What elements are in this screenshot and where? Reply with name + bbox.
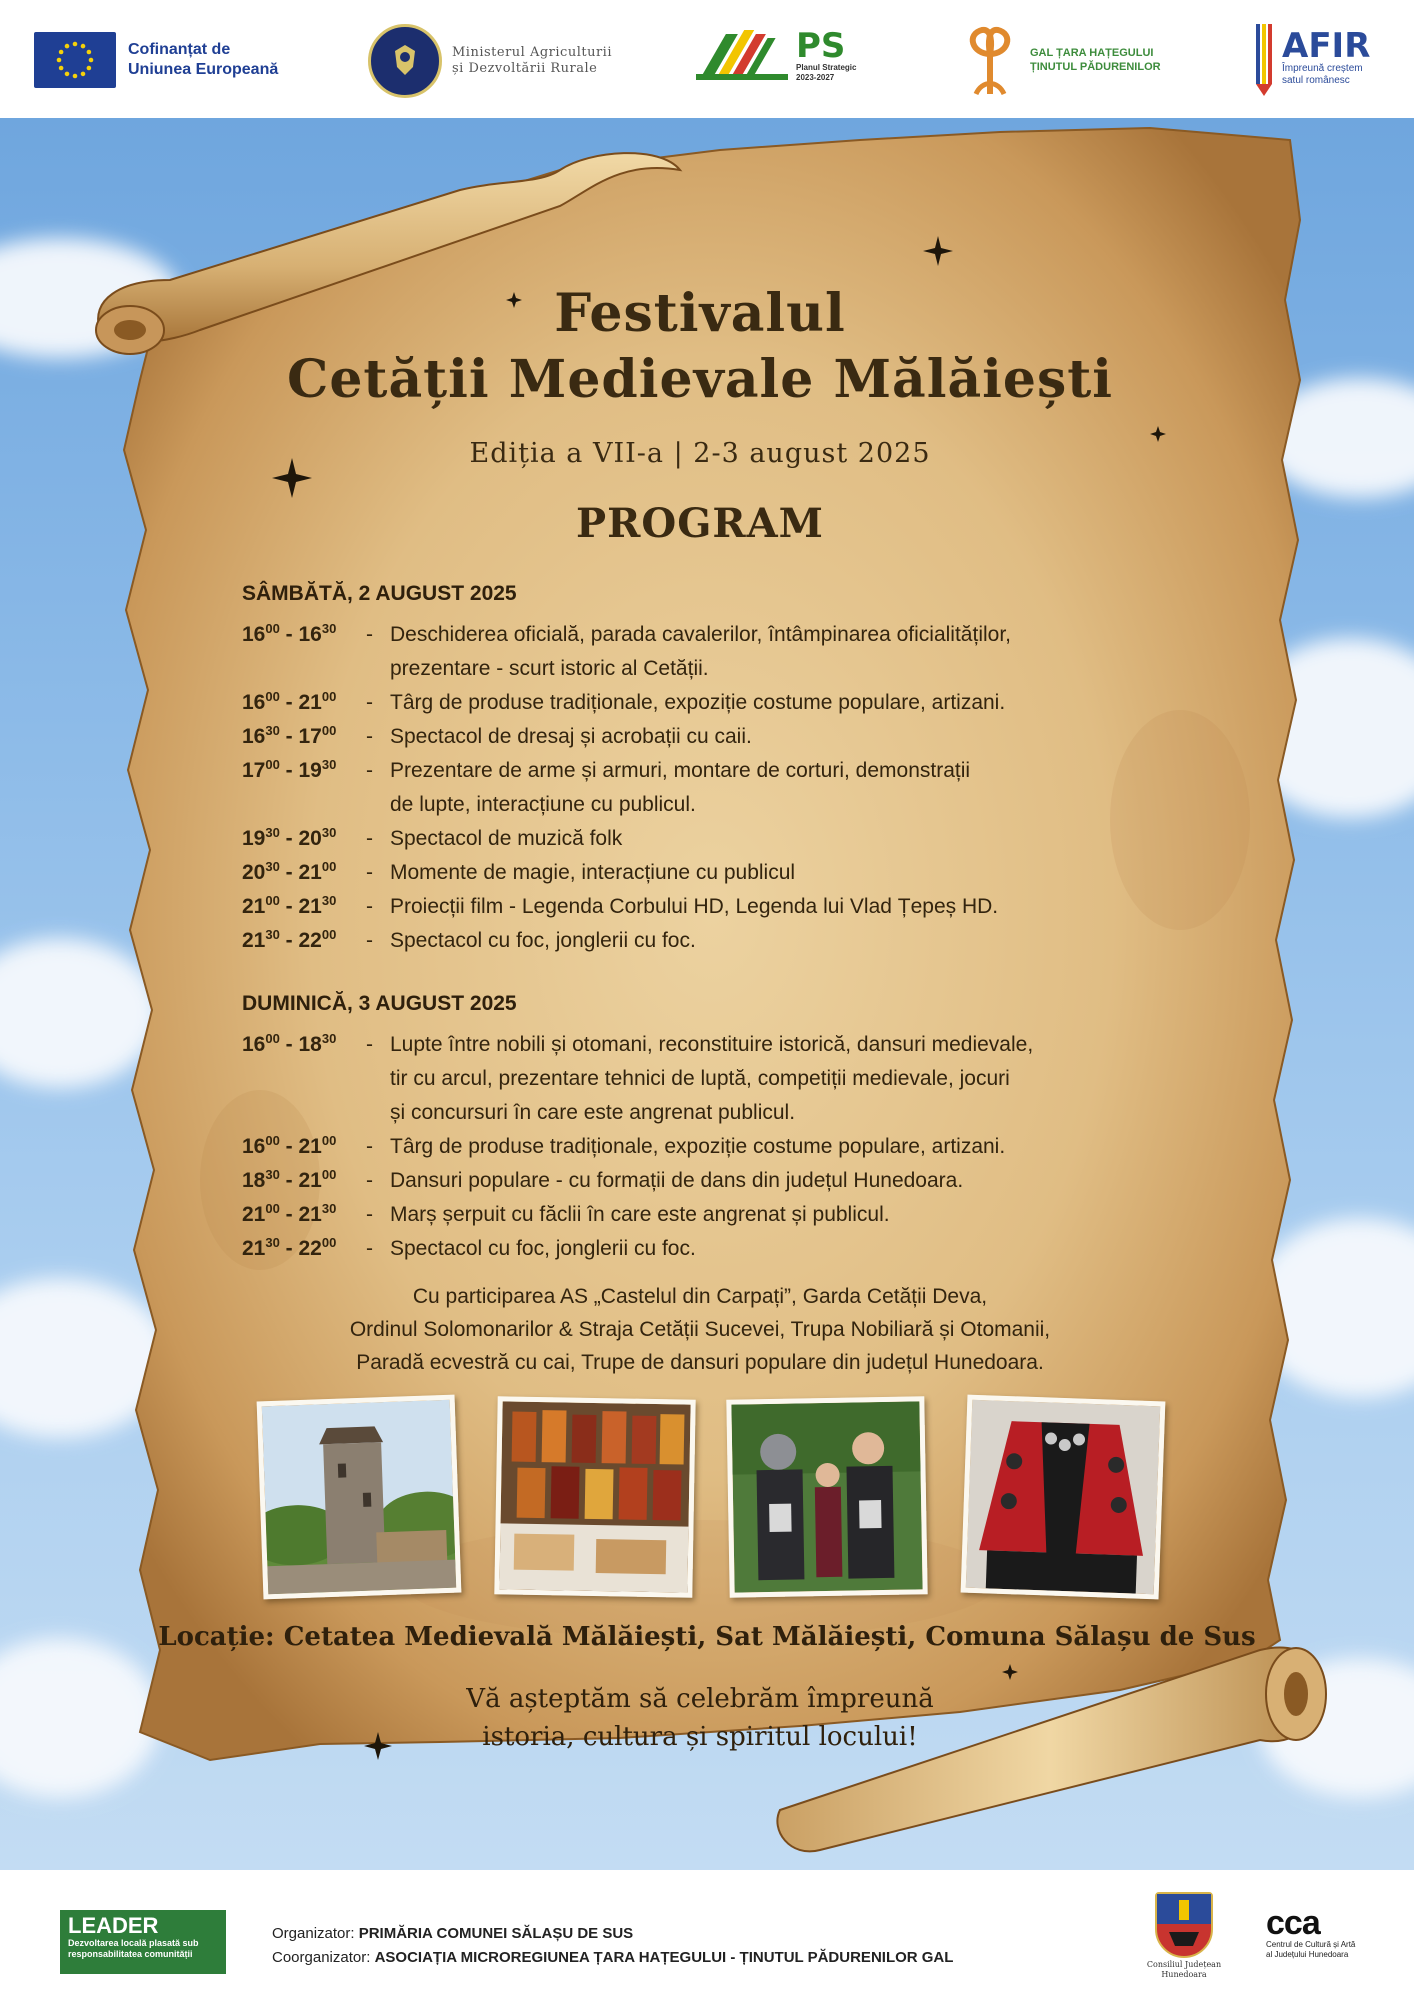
schedule-item — [242, 618, 1222, 686]
castle-tower-photo — [257, 1395, 462, 1600]
separator-dash: - — [366, 895, 373, 918]
time-range: $20^{30} - 21^{00}$ — [242, 859, 337, 884]
schedule-item — [242, 924, 1222, 958]
time-range: $21^{30} - 22^{00}$ — [242, 927, 337, 952]
time-range: $16^{00} - 18^{30}$ — [242, 1031, 337, 1056]
schedule-item — [242, 754, 1222, 822]
program-heading: PROGRAM — [576, 500, 824, 547]
time-range: $21^{00} - 21^{30}$ — [242, 1201, 337, 1226]
schedule-item — [242, 822, 1222, 856]
organizer-label: Organizator: — [272, 1925, 355, 1942]
afir-subtitle: Împreună creștem satul românesc — [1282, 63, 1363, 86]
separator-dash: - — [366, 1169, 373, 1192]
separator-dash: - — [366, 861, 373, 884]
separator-dash: - — [366, 1135, 373, 1158]
schedule-item — [242, 856, 1222, 890]
medieval-knights-photo — [726, 1396, 927, 1597]
schedule-description: Spectacol de muzică folk — [390, 827, 623, 850]
folk-costume-photo — [961, 1395, 1166, 1600]
ps-title: PS — [796, 26, 846, 66]
time-range: $16^{30} - 17^{00}$ — [242, 723, 337, 748]
sunday-heading: DUMINICĂ, 3 AUGUST 2025 — [242, 992, 517, 1015]
festival-title-line2: Cetății Medievale Mălăiești — [286, 349, 1114, 410]
participants-text: Cu participarea AS „Castelul din Carpați”, Garda Cetății Deva, Ordinul Solomonarilor & Straja Cetății Sucevei, Trupa Nobiliară și Otomanii, Paradă ecvestră cu cai, Trupe de dansuri populare din județul Hunedoara. — [349, 1285, 1051, 1374]
schedule-item — [242, 1198, 1222, 1232]
coorganizer-name: ASOCIAȚIA MICROREGIUNEA ȚARA HAȚEGULUI - ȚINUTUL PĂDURENILOR GAL — [374, 1949, 954, 1966]
leader-title: LEADER — [68, 1913, 159, 1938]
separator-dash: - — [366, 1203, 373, 1226]
festival-title-line1: Festivalul — [554, 283, 846, 344]
edition-dates: Ediția a VII-a | 2-3 august 2025 — [469, 438, 931, 469]
time-range: $21^{00} - 21^{30}$ — [242, 893, 337, 918]
schedule-item — [242, 686, 1222, 720]
schedule-item — [242, 1232, 1222, 1266]
schedule-description: Târg de produse tradiționale, expoziție costume populare, artizani. — [390, 691, 1006, 714]
schedule-description: Momente de magie, interacțiune cu publicul — [390, 861, 796, 884]
separator-dash: - — [366, 929, 373, 952]
schedule-description: Lupte între nobili și otomani, reconstituire istorică, dansuri medievale, tir cu arcul, prezentare tehnici de luptă, competiții medievale, jocuri și concursuri în care este angrenat publicul. — [390, 1033, 1034, 1124]
separator-dash: - — [366, 725, 373, 748]
separator-dash: - — [366, 1237, 373, 1260]
time-range: $17^{00} - 19^{30}$ — [242, 757, 337, 782]
schedule-description: Marș șerpuit cu făclii în care este angrenat și publicul. — [390, 1203, 890, 1226]
traditional-products-photo — [494, 1396, 695, 1597]
afir-title: AFIR — [1282, 26, 1371, 66]
footer-bar — [0, 1870, 1414, 2000]
cca-title: cca — [1266, 1904, 1320, 1942]
leader-logo — [60, 1910, 226, 1974]
county-council-text: Consiliul Județean Hunedoara — [1146, 1960, 1222, 1979]
madr-logo-text: Ministerul Agriculturii și Dezvoltării Rurale — [452, 45, 612, 76]
county-shield-icon — [1155, 1892, 1213, 1958]
schedule-description: Dansuri populare - cu formații de dans din județul Hunedoara. — [390, 1169, 964, 1192]
separator-dash: - — [366, 691, 373, 714]
organizer-name: PRIMĂRIA COMUNEI SĂLAȘU DE SUS — [358, 1925, 634, 1942]
schedule-description: Proiecții film - Legenda Corbului HD, Legenda lui Vlad Țepeș HD. — [390, 895, 999, 918]
schedule-item — [242, 1164, 1222, 1198]
time-range: $16^{00} - 21^{00}$ — [242, 1133, 337, 1158]
schedule-item — [242, 890, 1222, 924]
schedule-description: Spectacol cu foc, jonglerii cu foc. — [390, 929, 696, 952]
schedule-description: Spectacol cu foc, jonglerii cu foc. — [390, 1237, 696, 1260]
time-range: $18^{30} - 21^{00}$ — [242, 1167, 337, 1192]
separator-dash: - — [366, 1033, 373, 1056]
schedule-description: Târg de produse tradiționale, expoziție costume populare, artizani. — [390, 1135, 1006, 1158]
organizers — [272, 1922, 953, 1970]
saturday-heading: SÂMBĂTĂ, 2 AUGUST 2025 — [242, 582, 517, 605]
schedule-item — [242, 1028, 1222, 1130]
time-range: $16^{00} - 21^{00}$ — [242, 689, 337, 714]
schedule-description: Spectacol de dresaj și acrobații cu caii. — [390, 725, 752, 748]
coorganizer-label: Coorganizator: — [272, 1949, 371, 1966]
leader-subtitle: Dezvoltarea locală plasată sub responsabilitatea comunității — [68, 1938, 199, 1959]
schedule-item — [242, 1130, 1222, 1164]
separator-dash: - — [366, 759, 373, 782]
eu-logo-text: Cofinanțat de Uniunea Europeană — [128, 41, 279, 78]
gal-logo-text: GAL ȚARA HAȚEGULUI ȚINUTUL PĂDURENILOR — [1030, 47, 1161, 73]
county-council-logo — [1144, 1892, 1224, 1980]
schedule-description: Deschiderea oficială, parada cavalerilor, întâmpinarea oficialităților, prezentare - scurt istoric al Cetății. — [390, 623, 1011, 680]
time-range: $16^{00} - 16^{30}$ — [242, 621, 337, 646]
closing-message: Vă așteptăm să celebrăm împreună istoria, cultura și spiritul locului! — [466, 1684, 934, 1752]
schedule-description: Prezentare de arme și armuri, montare de corturi, demonstrații de lupte, interacțiune cu publicul. — [390, 759, 971, 816]
ps-subtitle: Planul Strategic 2023-2027 — [796, 63, 857, 82]
separator-dash: - — [366, 827, 373, 850]
cca-logo — [1266, 1906, 1366, 1960]
cca-subtitle: Centrul de Cultură și Artă al Județului Hunedoara — [1266, 1940, 1356, 1959]
separator-dash: - — [366, 623, 373, 646]
location-text: Locație: Cetatea Medievală Mălăiești, Sat Mălăiești, Comuna Sălașu de Sus — [158, 1622, 1256, 1652]
time-range: $19^{30} - 20^{30}$ — [242, 825, 337, 850]
schedule-item — [242, 720, 1222, 754]
time-range: $21^{30} - 22^{00}$ — [242, 1235, 337, 1260]
